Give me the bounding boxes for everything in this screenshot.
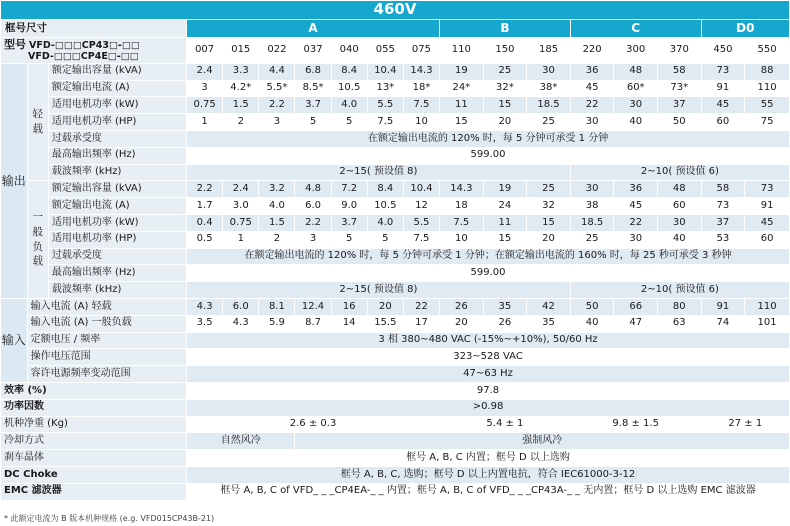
value-cell: 73 [701, 198, 745, 215]
value-cell: 0.75 [223, 214, 259, 231]
value-cell: 40 [614, 114, 658, 131]
value-cell: 9.0 [331, 198, 367, 215]
value-cell: 16 [331, 298, 367, 315]
weight-frame-d0: 27 ± 1 [701, 416, 789, 433]
value-cell: 60 [701, 114, 745, 131]
value-cell: 58 [658, 63, 702, 80]
value-cell: 6.0 [295, 198, 331, 215]
value-cell: 0.4 [187, 214, 223, 231]
value-cell: 75 [745, 114, 790, 131]
value-cell: 48 [614, 63, 658, 80]
value-cell: 4.3 [223, 315, 259, 332]
value-cell: 2 [259, 231, 295, 248]
model-number: 185 [527, 38, 571, 64]
row-label: 定额电压 / 频率 [27, 332, 186, 349]
value-cell: 91 [701, 298, 745, 315]
value-cell: 4.0 [367, 214, 403, 231]
value-cell: 1 [187, 114, 223, 131]
weight-frame-c: 9.8 ± 1.5 [570, 416, 701, 433]
light-duty-label: 轻载 [27, 63, 48, 181]
value-cell: 3.3 [223, 63, 259, 80]
table-row [1, 80, 790, 97]
model-prefix: 型号 [4, 38, 26, 51]
value-cell: 14.3 [440, 181, 484, 198]
value-cell: 20 [440, 315, 484, 332]
weight-frame-b: 5.4 ± 1 [440, 416, 571, 433]
value-cell: 7.2 [331, 181, 367, 198]
model-number: 110 [440, 38, 484, 64]
value-cell: 15 [440, 114, 484, 131]
output-group-label: 输出 [1, 63, 28, 298]
row-label: 额定输出容量 (kVA) [48, 63, 186, 80]
value-cell: 3.0 [223, 198, 259, 215]
table-row [1, 298, 790, 315]
value-cell: 0.75 [187, 97, 223, 114]
value-cell: 24 [483, 198, 527, 215]
value-cell: 5 [367, 231, 403, 248]
frame-d0: D0 [701, 20, 789, 38]
value-cell: 30 [570, 181, 614, 198]
light-max-frequency-value: 599.00 [187, 147, 790, 164]
value-cell: 30 [570, 114, 614, 131]
table-row [1, 433, 790, 450]
input-group-label: 输入 [1, 298, 28, 382]
row-label: 载波频率 (kHz) [48, 164, 186, 181]
model-number: 075 [403, 38, 439, 64]
value-cell: 5.9 [259, 315, 295, 332]
row-label: 适用电机功率 (HP) [48, 231, 186, 248]
row-label: 机种净重 (Kg) [1, 416, 187, 433]
value-cell: 5 [295, 114, 331, 131]
value-cell: 91 [701, 80, 745, 97]
table-row [1, 231, 790, 248]
value-cell: 30 [614, 97, 658, 114]
value-cell: 25 [527, 114, 571, 131]
value-cell: 20 [367, 298, 403, 315]
value-cell: 30 [658, 214, 702, 231]
value-cell: 5 [331, 114, 367, 131]
footnote: * 此额定电流为 B 版本机种规格 (e.g. VFD015CP43B-21) [4, 514, 215, 523]
value-cell: 3.7 [295, 97, 331, 114]
row-label: EMC 滤波器 [1, 483, 187, 500]
value-cell: 80 [658, 298, 702, 315]
value-cell: 40 [570, 315, 614, 332]
value-cell: 45 [614, 198, 658, 215]
value-cell: 101 [745, 315, 790, 332]
value-cell: 8.7 [295, 315, 331, 332]
model-number: 300 [614, 38, 658, 64]
light-carrier-b: 2~10( 预设值 6) [570, 164, 789, 181]
value-cell: 1.5 [259, 214, 295, 231]
value-cell: 3 [259, 114, 295, 131]
cooling-forced-value: 强制风冷 [295, 433, 790, 450]
table-row [1, 147, 790, 164]
value-cell: 7.5 [367, 114, 403, 131]
model-number: 450 [701, 38, 745, 64]
model-number: 022 [259, 38, 295, 64]
table-row [1, 349, 790, 366]
emc-filter-value: 框号 A, B, C of VFD_ _ _CP4EA-_ _ 内置；框号 A, B, C of VFD_ _ _CP43A-_ _ 无内置；框号 D 以上选购 EMC 滤波器 [187, 483, 790, 500]
value-cell: 8.5* [295, 80, 331, 97]
operating-voltage-value: 323~528 VAC [187, 349, 790, 366]
value-cell: 37 [701, 214, 745, 231]
power-factor-value: >0.98 [187, 399, 790, 416]
value-cell: 17 [403, 315, 439, 332]
value-cell: 42 [527, 298, 571, 315]
model-label [1, 38, 187, 64]
value-cell: 15 [527, 214, 571, 231]
value-cell: 37 [658, 97, 702, 114]
value-cell: 5.5* [259, 80, 295, 97]
value-cell: 15 [483, 97, 527, 114]
model-number: 015 [223, 38, 259, 64]
table-row [1, 248, 790, 265]
row-label: 输入电流 (A) 一般负载 [27, 315, 186, 332]
value-cell: 50 [658, 114, 702, 131]
row-label: 额定输出电流 (A) [48, 80, 186, 97]
value-cell: 8.1 [259, 298, 295, 315]
value-cell: 30 [614, 231, 658, 248]
value-cell: 45 [701, 97, 745, 114]
normal-carrier-a: 2~15( 预设值 8) [187, 282, 571, 299]
normal-max-frequency-value: 599.00 [187, 265, 790, 282]
table-row [1, 181, 790, 198]
efficiency-value: 97.8 [187, 382, 790, 399]
value-cell: 60* [614, 80, 658, 97]
value-cell: 11 [440, 97, 484, 114]
value-cell: 19 [440, 63, 484, 80]
value-cell: 6.8 [295, 63, 331, 80]
value-cell: 12 [403, 198, 439, 215]
value-cell: 38 [570, 198, 614, 215]
value-cell: 40 [658, 231, 702, 248]
row-label: 适用电机功率 (kW) [48, 97, 186, 114]
value-cell: 20 [483, 114, 527, 131]
value-cell: 4.2* [223, 80, 259, 97]
value-cell: 25 [483, 63, 527, 80]
value-cell: 2.4 [187, 63, 223, 80]
value-cell: 3.7 [331, 214, 367, 231]
table-row [1, 282, 790, 299]
row-label: 最高输出频率 (Hz) [48, 147, 186, 164]
cooling-natural-value: 自然风冷 [187, 433, 295, 450]
value-cell: 1.7 [187, 198, 223, 215]
table-row [1, 265, 790, 282]
value-cell: 7.5 [403, 97, 439, 114]
value-cell: 48 [658, 181, 702, 198]
value-cell: 20 [527, 231, 571, 248]
value-cell: 24* [440, 80, 484, 97]
table-row [1, 483, 790, 500]
value-cell: 63 [658, 315, 702, 332]
value-cell: 22 [403, 298, 439, 315]
model-number: 220 [570, 38, 614, 64]
value-cell: 45 [570, 80, 614, 97]
row-label: 额定输出容量 (kVA) [48, 181, 186, 198]
value-cell: 1.5 [223, 97, 259, 114]
value-cell: 66 [614, 298, 658, 315]
value-cell: 45 [745, 214, 790, 231]
frame-size-label: 框号尺寸 [1, 20, 187, 38]
table-row [1, 382, 790, 399]
model-line-1: VFD-□□□CP43□-□□ [29, 40, 140, 51]
frame-b: B [440, 20, 571, 38]
value-cell: 110 [745, 80, 790, 97]
value-cell: 15 [483, 231, 527, 248]
value-cell: 32 [527, 198, 571, 215]
light-carrier-a: 2~15( 预设值 8) [187, 164, 571, 181]
value-cell: 10.4 [403, 181, 439, 198]
value-cell: 74 [701, 315, 745, 332]
value-cell: 60 [658, 198, 702, 215]
table-row [1, 315, 790, 332]
table-row [1, 63, 790, 80]
value-cell: 8.4 [331, 63, 367, 80]
value-cell: 3 [295, 231, 331, 248]
value-cell: 5.5 [403, 214, 439, 231]
row-label: DC Choke [1, 466, 187, 483]
value-cell: 22 [570, 97, 614, 114]
table-row [1, 399, 790, 416]
value-cell: 10.5 [367, 198, 403, 215]
value-cell: 2.2 [259, 97, 295, 114]
value-cell: 19 [483, 181, 527, 198]
table-row [1, 416, 790, 433]
table-row [1, 164, 790, 181]
row-label: 效率 (%) [1, 382, 187, 399]
model-line-2: VFD-□□□CP4E□-□□ [28, 51, 139, 63]
row-label: 载波频率 (kHz) [48, 282, 186, 299]
rated-voltage-value: 3 相 380~480 VAC (-15%~+10%), 50/60 Hz [187, 332, 790, 349]
value-cell: 2 [223, 114, 259, 131]
value-cell: 25 [570, 231, 614, 248]
value-cell: 10.5 [331, 80, 367, 97]
table-row [1, 466, 790, 483]
value-cell: 5.5 [367, 97, 403, 114]
value-cell: 55 [745, 97, 790, 114]
value-cell: 4.0 [259, 198, 295, 215]
row-label: 输入电流 (A) 轻载 [27, 298, 186, 315]
table-row [1, 97, 790, 114]
brake-value: 框号 A, B, C 内置；框号 D 以上选购 [187, 450, 790, 467]
model-number: 150 [483, 38, 527, 64]
frame-a: A [187, 20, 440, 38]
value-cell: 73 [745, 181, 790, 198]
value-cell: 58 [701, 181, 745, 198]
model-number: 040 [331, 38, 367, 64]
light-overload-value: 在额定输出电流的 120% 时，每 5 分钟可承受 1 分钟 [187, 130, 790, 147]
row-label: 过载承受度 [48, 248, 186, 265]
value-cell: 8.4 [367, 181, 403, 198]
frame-c: C [570, 20, 701, 38]
value-cell: 47 [614, 315, 658, 332]
value-cell: 60 [745, 231, 790, 248]
value-cell: 36 [570, 63, 614, 80]
value-cell: 3 [187, 80, 223, 97]
weight-frame-a: 2.6 ± 0.3 [187, 416, 440, 433]
normal-carrier-b: 2~10( 预设值 6) [570, 282, 789, 299]
value-cell: 10 [440, 231, 484, 248]
value-cell: 38* [527, 80, 571, 97]
table-row [1, 366, 790, 383]
value-cell: 18.5 [527, 97, 571, 114]
row-label: 过载承受度 [48, 130, 186, 147]
model-number: 055 [367, 38, 403, 64]
value-cell: 18* [403, 80, 439, 97]
value-cell: 32* [483, 80, 527, 97]
value-cell: 13* [367, 80, 403, 97]
value-cell: 14 [331, 315, 367, 332]
value-cell: 18 [440, 198, 484, 215]
value-cell: 12.4 [295, 298, 331, 315]
row-label: 最高输出频率 (Hz) [48, 265, 186, 282]
table-row [1, 332, 790, 349]
value-cell: 10.4 [367, 63, 403, 80]
value-cell: 4.4 [259, 63, 295, 80]
value-cell: 4.3 [187, 298, 223, 315]
value-cell: 7.5 [440, 214, 484, 231]
row-label: 容许电源频率变动范围 [27, 366, 186, 383]
row-label: 功率因数 [1, 399, 187, 416]
value-cell: 30 [527, 63, 571, 80]
value-cell: 14.3 [403, 63, 439, 80]
table-row [1, 198, 790, 215]
value-cell: 73 [701, 63, 745, 80]
row-label: 冷却方式 [1, 433, 187, 450]
value-cell: 35 [527, 315, 571, 332]
table-row [1, 130, 790, 147]
dc-choke-value: 框号 A, B, C, 选购；框号 D 以上内置电抗，符合 IEC61000-3-12 [187, 466, 790, 483]
value-cell: 35 [483, 298, 527, 315]
row-label: 适用电机功率 (HP) [48, 114, 186, 131]
value-cell: 36 [614, 181, 658, 198]
row-label: 操作电压范围 [27, 349, 186, 366]
value-cell: 25 [527, 181, 571, 198]
value-cell: 4.8 [295, 181, 331, 198]
normal-overload-value: 在额定输出电流的 120% 时，每 5 分钟可承受 1 分钟；在额定输出电流的 160% 时，每 25 秒可承受 3 秒钟 [187, 248, 790, 265]
table-row [1, 114, 790, 131]
value-cell: 0.5 [187, 231, 223, 248]
value-cell: 4.0 [331, 97, 367, 114]
value-cell: 26 [483, 315, 527, 332]
model-number: 370 [658, 38, 702, 64]
value-cell: 18.5 [570, 214, 614, 231]
value-cell: 2.2 [295, 214, 331, 231]
voltage-title: 460V [1, 1, 790, 20]
value-cell: 53 [701, 231, 745, 248]
value-cell: 2.4 [223, 181, 259, 198]
value-cell: 88 [745, 63, 790, 80]
value-cell: 7.5 [403, 231, 439, 248]
row-label: 适用电机功率 (kW) [48, 214, 186, 231]
row-label: 刹车晶体 [1, 450, 187, 467]
value-cell: 1 [223, 231, 259, 248]
normal-duty-label: 一般负载 [27, 181, 48, 299]
value-cell: 3.2 [259, 181, 295, 198]
value-cell: 50 [570, 298, 614, 315]
value-cell: 73* [658, 80, 702, 97]
value-cell: 5 [331, 231, 367, 248]
table-row [1, 450, 790, 467]
model-number: 007 [187, 38, 223, 64]
value-cell: 11 [483, 214, 527, 231]
value-cell: 91 [745, 198, 790, 215]
frequency-tolerance-value: 47~63 Hz [187, 366, 790, 383]
value-cell: 10 [403, 114, 439, 131]
value-cell: 22 [614, 214, 658, 231]
value-cell: 6.0 [223, 298, 259, 315]
model-number: 550 [745, 38, 790, 64]
value-cell: 3.5 [187, 315, 223, 332]
value-cell: 110 [745, 298, 790, 315]
value-cell: 15.5 [367, 315, 403, 332]
model-number: 037 [295, 38, 331, 64]
value-cell: 26 [440, 298, 484, 315]
row-label: 额定输出电流 (A) [48, 198, 186, 215]
value-cell: 2.2 [187, 181, 223, 198]
table-row [1, 214, 790, 231]
